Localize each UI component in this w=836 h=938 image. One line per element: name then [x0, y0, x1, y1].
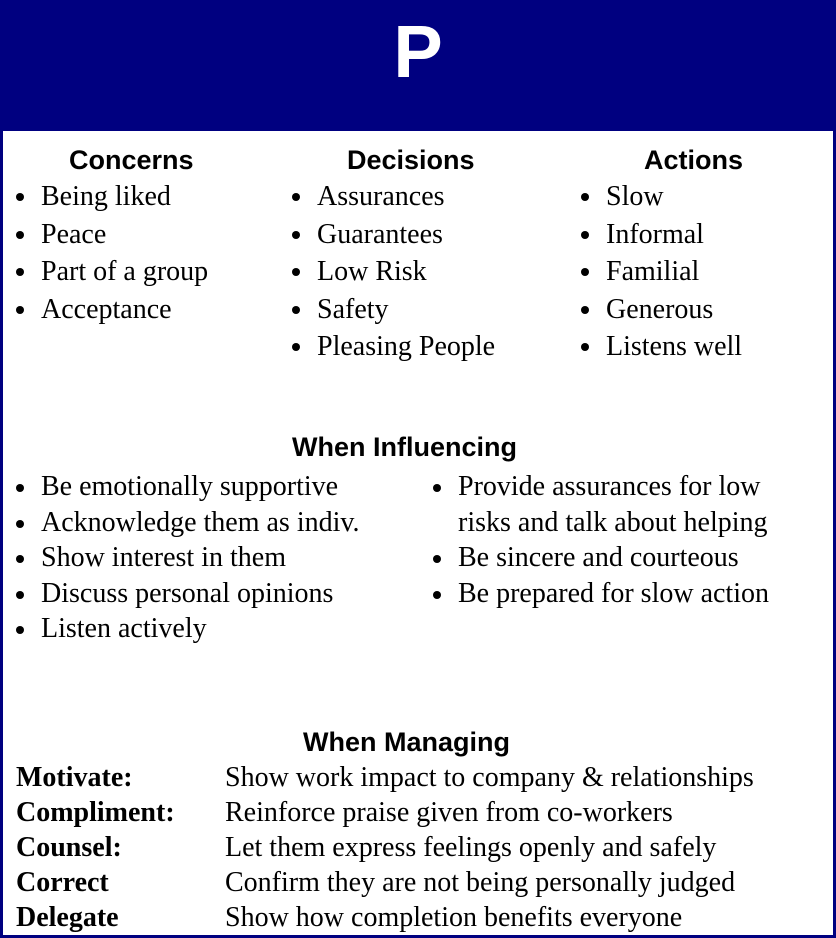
list-item: Generous	[579, 291, 742, 329]
managing-label: Motivate:	[16, 762, 133, 793]
list-item: Informal	[579, 216, 742, 254]
managing-label: Correct	[16, 867, 109, 898]
header-banner	[0, 0, 836, 131]
list-item: Safety	[290, 291, 495, 329]
influencing-right-list	[431, 469, 811, 611]
actions-heading: Actions	[644, 145, 744, 175]
list-item: Slow	[579, 178, 742, 216]
list-item: Listens well	[579, 328, 742, 366]
concerns-list	[14, 178, 208, 328]
managing-text: Reinforce praise given from co-workers	[225, 797, 673, 828]
list-item: Guarantees	[290, 216, 495, 254]
managing-text: Show how completion benefits everyone	[225, 902, 683, 933]
managing-heading: When Managing	[303, 727, 510, 757]
list-item: Acceptance	[14, 291, 208, 329]
list-item: Acknowledge them as indiv.	[14, 505, 360, 541]
list-item: Be sincere and courteous	[431, 540, 811, 576]
list-item: Assurances	[290, 178, 495, 216]
list-item: Be emotionally supportive	[14, 469, 360, 505]
managing-label: Counsel:	[16, 832, 122, 863]
list-item: Peace	[14, 216, 208, 254]
managing-text: Let them express feelings openly and safely	[225, 832, 717, 863]
list-item: Discuss personal opinions	[14, 576, 360, 612]
influencing-left-list	[14, 469, 360, 647]
list-item: Provide assurances for low risks and talk about helping	[431, 469, 811, 540]
actions-list	[579, 178, 742, 366]
list-item: Low Risk	[290, 253, 495, 291]
list-item: Show interest in them	[14, 540, 360, 576]
managing-label: Compliment:	[16, 797, 175, 828]
managing-text: Show work impact to company & relationships	[225, 762, 754, 793]
list-item: Familial	[579, 253, 742, 291]
managing-label: Delegate	[16, 902, 119, 933]
concerns-heading: Concerns	[69, 145, 194, 175]
list-item: Pleasing People	[290, 328, 495, 366]
list-item: Be prepared for slow action	[431, 576, 811, 612]
list-item: Listen actively	[14, 611, 360, 647]
header-letter: P	[393, 9, 443, 93]
list-item: Being liked	[14, 178, 208, 216]
decisions-heading: Decisions	[347, 145, 475, 175]
managing-text: Confirm they are not being personally judged	[225, 867, 736, 898]
influencing-heading: When Influencing	[292, 432, 517, 462]
list-item: Part of a group	[14, 253, 208, 291]
decisions-list	[290, 178, 495, 366]
